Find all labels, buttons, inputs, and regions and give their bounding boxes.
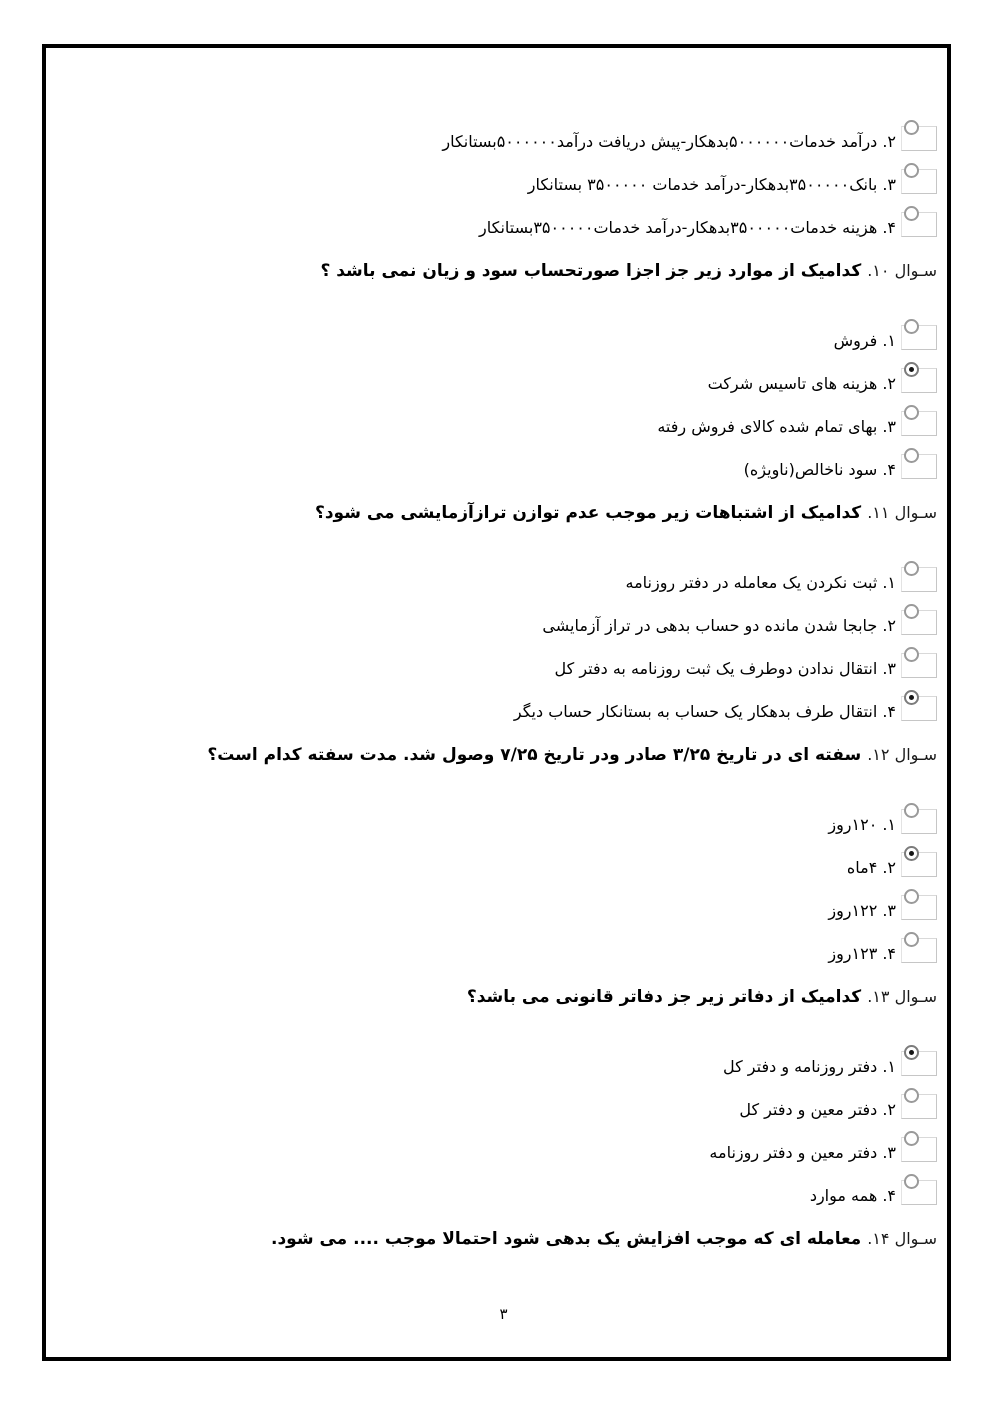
option-label: هزینه های تاسیس شرکت [707, 374, 878, 393]
option-row [70, 1051, 937, 1081]
option-label: انتقال ندادن دوطرف یک ثبت روزنامه به دفتر کل [554, 659, 878, 678]
option-label: فروش [833, 331, 878, 350]
question-header [70, 1223, 937, 1255]
option-label: دفتر روزنامه و دفتر کل [722, 1057, 878, 1076]
option-number: ۲. [882, 616, 896, 635]
question-text: معامله ای که موجب افزایش یک بدهی شود احتمالا موجب .... می شود. [271, 1229, 862, 1249]
option-number: ۳. [882, 901, 896, 920]
radio-button[interactable] [901, 610, 937, 635]
exam-page [46, 48, 947, 1323]
option-number: ۴. [882, 460, 896, 479]
option-row [70, 852, 937, 882]
option-label: ۱۲۲روز [828, 901, 878, 920]
option-row [70, 212, 937, 242]
option-label: ۱۲۰روز [828, 815, 878, 834]
question-number-label: سـوال ۱۰. [867, 261, 937, 280]
option-number: ۳. [882, 1143, 896, 1162]
question-text: سفته ای در تاریخ ۳/۲۵ صادر ودر تاریخ ۷/۲۵ وصول شد. مدت سفته کدام است؟ [207, 745, 862, 765]
option-row [70, 1180, 937, 1210]
option-label: هزینه خدمات۳۵۰۰۰۰۰بدهکار-درآمد خدمات۳۵۰۰۰۰۰بستانکار [479, 218, 878, 237]
question-list [70, 126, 937, 1255]
option-row [70, 368, 937, 398]
option-number: ۴. [882, 218, 896, 237]
option-number: ۲. [882, 132, 896, 151]
radio-button[interactable] [901, 169, 937, 194]
radio-button[interactable] [901, 653, 937, 678]
option-number: ۲. [882, 374, 896, 393]
option-row [70, 610, 937, 640]
page-number: ۳ [499, 1305, 508, 1323]
option-number: ۴. [882, 1186, 896, 1205]
option-label: همه موارد [809, 1186, 878, 1205]
question-number-label: سـوال ۱۴. [867, 1229, 937, 1248]
option-number: ۳. [882, 175, 896, 194]
question-number-label: سـوال ۱۲. [867, 745, 937, 764]
option-label: سود ناخالص(ناویژه) [743, 460, 878, 479]
option-number: ۱. [882, 1057, 896, 1076]
option-number: ۱. [882, 815, 896, 834]
option-row [70, 895, 937, 925]
radio-button[interactable] [901, 212, 937, 237]
radio-button[interactable] [901, 567, 937, 592]
question-number-label: سـوال ۱۱. [867, 503, 937, 522]
option-label: بهای تمام شده کالای فروش رفته [657, 417, 878, 436]
option-number: ۲. [882, 1100, 896, 1119]
radio-button[interactable] [901, 895, 937, 920]
option-number: ۱. [882, 573, 896, 592]
radio-button[interactable] [901, 852, 937, 877]
question-header [70, 255, 937, 287]
option-label: انتقال طرف بدهکار یک حساب به بستانکار حساب دیگر [513, 702, 878, 721]
option-number: ۱. [882, 331, 896, 350]
option-row [70, 938, 937, 968]
option-row [70, 1137, 937, 1167]
option-label: ۴ماه [846, 858, 878, 877]
radio-button[interactable] [901, 325, 937, 350]
question-number-label: سـوال ۱۳. [867, 987, 937, 1006]
radio-button[interactable] [901, 126, 937, 151]
option-row [70, 809, 937, 839]
option-number: ۴. [882, 944, 896, 963]
option-row [70, 1094, 937, 1124]
option-label: دفتر معین و دفتر روزنامه [709, 1143, 878, 1162]
option-row [70, 411, 937, 441]
option-row [70, 653, 937, 683]
question-text: کدامیک از موارد زیر جز اجزا صورتحساب سود و زیان نمی باشد ؟ [320, 261, 862, 281]
radio-button[interactable] [901, 368, 937, 393]
option-row [70, 169, 937, 199]
option-number: ۳. [882, 659, 896, 678]
option-number: ۴. [882, 702, 896, 721]
option-row [70, 696, 937, 726]
option-label: ۱۲۳روز [828, 944, 878, 963]
question-header [70, 981, 937, 1013]
option-label: ثبت نکردن یک معامله در دفتر روزنامه [625, 573, 878, 592]
page-border [42, 44, 951, 1361]
question-header [70, 739, 937, 771]
option-number: ۲. [882, 858, 896, 877]
option-number: ۳. [882, 417, 896, 436]
option-label: درآمد خدمات۵۰۰۰۰۰۰بدهکار-پیش دریافت درآمد۵۰۰۰۰۰۰بستانکار [442, 132, 878, 151]
option-row [70, 325, 937, 355]
question-text: کدامیک از اشتباهات زیر موجب عدم توازن ترازآزمایشی می شود؟ [314, 503, 862, 523]
option-label: جابجا شدن مانده دو حساب بدهی در تراز آزمایشی [542, 616, 878, 635]
radio-button[interactable] [901, 1180, 937, 1205]
option-label: بانک۳۵۰۰۰۰۰بدهکار-درآمد خدمات ۳۵۰۰۰۰۰ بستانکار [527, 175, 878, 194]
radio-button[interactable] [901, 696, 937, 721]
option-row [70, 567, 937, 597]
radio-button[interactable] [901, 1051, 937, 1076]
question-text: کدامیک از دفاتر زیر جز دفاتر قانونی می باشد؟ [466, 987, 862, 1007]
question-header [70, 497, 937, 529]
radio-button[interactable] [901, 454, 937, 479]
option-row [70, 454, 937, 484]
radio-button[interactable] [901, 938, 937, 963]
option-row [70, 126, 937, 156]
radio-button[interactable] [901, 809, 937, 834]
radio-button[interactable] [901, 1137, 937, 1162]
radio-button[interactable] [901, 1094, 937, 1119]
radio-button[interactable] [901, 411, 937, 436]
option-label: دفتر معین و دفتر کل [739, 1100, 878, 1119]
